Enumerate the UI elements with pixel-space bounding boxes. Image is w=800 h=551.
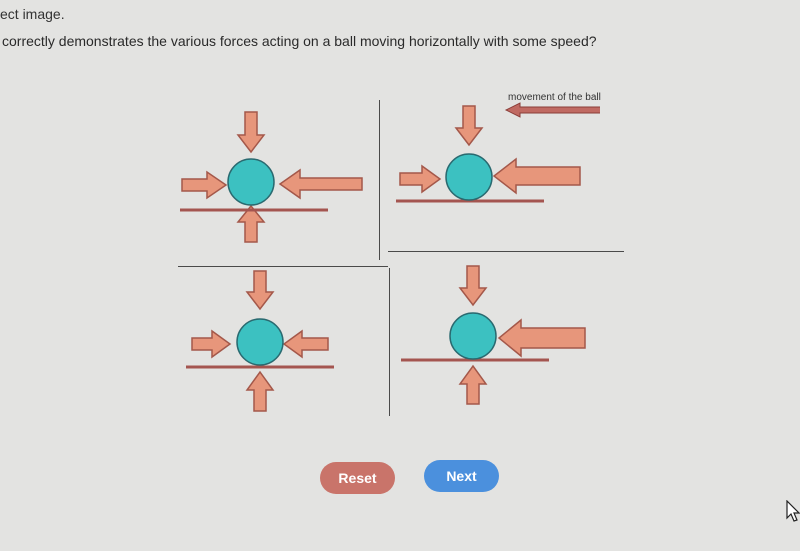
next-button[interactable]: Next [424,460,499,492]
arrow-down-gravity [456,106,482,145]
arrow-right-applied [192,331,230,357]
movement-label: movement of the ball [508,92,601,103]
answer-option-bottom-right[interactable] [395,258,605,408]
ball [237,319,283,365]
ball [228,159,274,205]
forces-diagram-top-left [170,100,380,250]
question-text: correctly demonstrates the various forces acting on a ball moving horizontally with some speed? [2,33,597,49]
arrow-left-friction [280,170,362,198]
movement-arrow-left [506,103,600,117]
mouse-pointer-icon [786,500,800,522]
forces-diagram-bottom-right [395,258,605,408]
arrow-left-friction [284,331,328,357]
reset-button[interactable]: Reset [320,462,395,494]
ball [450,313,496,359]
arrow-up-normal [247,372,273,411]
answer-option-top-right[interactable] [390,100,600,250]
arrow-left-friction [499,320,585,356]
arrow-right-applied [182,172,226,198]
arrow-down-gravity [238,112,264,152]
arrow-up-normal [460,366,486,404]
arrow-down-gravity [247,271,273,309]
answer-option-bottom-left[interactable] [180,265,390,415]
ball [446,154,492,200]
horizontal-divider-right [388,251,624,252]
instruction-text: ect image. [0,6,65,22]
arrow-right-applied [400,166,440,192]
answer-option-top-left[interactable] [170,100,380,250]
arrow-left-friction [494,159,580,193]
forces-diagram-top-right [390,100,600,250]
forces-diagram-bottom-left [180,265,390,415]
arrow-down-gravity [460,266,486,305]
